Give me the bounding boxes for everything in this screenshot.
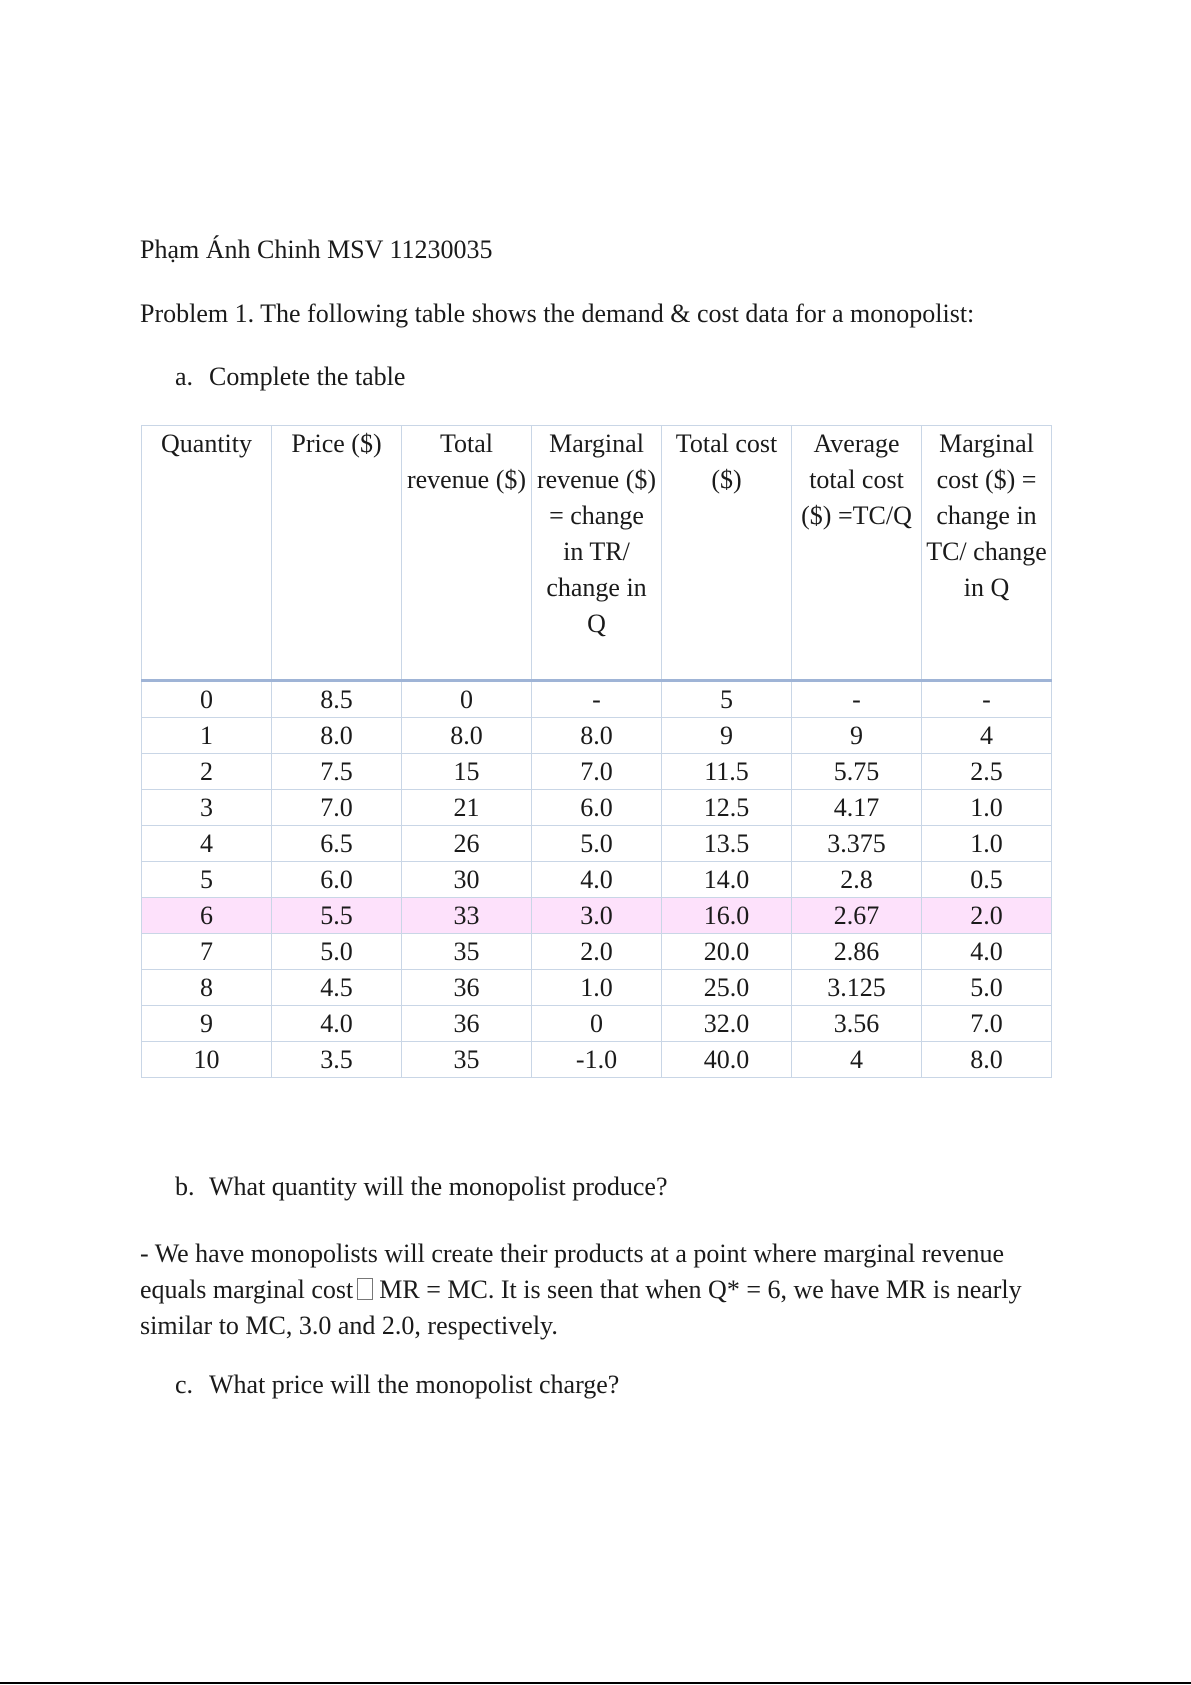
cell-total-cost: 13.5	[662, 826, 792, 862]
problem-statement: Problem 1. The following table shows the demand & cost data for a monopolist:	[140, 299, 975, 328]
table-row	[142, 681, 1052, 718]
missing-glyph-box-icon	[357, 1278, 373, 1300]
cell-price: 4.0	[272, 1006, 402, 1042]
cell-marginal-cost: 4	[922, 718, 1052, 754]
cell-average-total-cost: 2.86	[792, 934, 922, 970]
cell-total-cost: 25.0	[662, 970, 792, 1006]
cell-marginal-cost: 1.0	[922, 826, 1052, 862]
question-b-text: What quantity will the monopolist produce?	[209, 1172, 668, 1201]
cell-average-total-cost: 4.17	[792, 790, 922, 826]
cell-price: 8.5	[272, 681, 402, 718]
cell-marginal-cost: 4.0	[922, 934, 1052, 970]
cell-marginal-revenue: 8.0	[532, 718, 662, 754]
cell-marginal-cost: 2.5	[922, 754, 1052, 790]
cell-average-total-cost: 9	[792, 718, 922, 754]
cell-marginal-revenue: 5.0	[532, 826, 662, 862]
cell-total-revenue: 21	[402, 790, 532, 826]
cell-marginal-revenue: 2.0	[532, 934, 662, 970]
cell-marginal-cost: 2.0	[922, 898, 1052, 934]
cell-average-total-cost: 2.8	[792, 862, 922, 898]
table-body	[142, 681, 1052, 1078]
cell-marginal-revenue: -	[532, 681, 662, 718]
cell-quantity: 2	[142, 754, 272, 790]
table-row	[142, 1006, 1052, 1042]
cell-price: 4.5	[272, 970, 402, 1006]
cell-quantity: 1	[142, 718, 272, 754]
cell-marginal-cost: -	[922, 681, 1052, 718]
cell-quantity: 3	[142, 790, 272, 826]
cell-marginal-cost: 0.5	[922, 862, 1052, 898]
header-total-revenue: Total revenue ($)	[402, 426, 532, 681]
cell-marginal-revenue: -1.0	[532, 1042, 662, 1078]
cell-average-total-cost: 4	[792, 1042, 922, 1078]
cell-average-total-cost: -	[792, 681, 922, 718]
cell-quantity: 4	[142, 826, 272, 862]
cell-price: 3.5	[272, 1042, 402, 1078]
header-quantity: Quantity	[142, 426, 272, 681]
table-row	[142, 718, 1052, 754]
cell-total-cost: 5	[662, 681, 792, 718]
cell-price: 6.0	[272, 862, 402, 898]
cell-total-revenue: 36	[402, 1006, 532, 1042]
table-row	[142, 826, 1052, 862]
table-row	[142, 1042, 1052, 1078]
header-marginal-revenue: Marginal revenue ($) = change in TR/ change in Q	[532, 426, 662, 681]
cell-average-total-cost: 3.125	[792, 970, 922, 1006]
cell-quantity: 8	[142, 970, 272, 1006]
cell-marginal-cost: 7.0	[922, 1006, 1052, 1042]
table-row	[142, 790, 1052, 826]
cell-total-cost: 11.5	[662, 754, 792, 790]
cell-quantity: 10	[142, 1042, 272, 1078]
cell-quantity: 0	[142, 681, 272, 718]
cell-marginal-revenue: 0	[532, 1006, 662, 1042]
cell-average-total-cost: 3.56	[792, 1006, 922, 1042]
answer-b-part1: - We have monopolists will create their products at a point where marginal revenue equals marginal cost	[140, 1239, 1005, 1304]
table-row	[142, 970, 1052, 1006]
cell-total-revenue: 30	[402, 862, 532, 898]
cell-total-revenue: 8.0	[402, 718, 532, 754]
cell-total-cost: 16.0	[662, 898, 792, 934]
cell-total-cost: 40.0	[662, 1042, 792, 1078]
question-c-text: What price will the monopolist charge?	[209, 1370, 620, 1399]
cell-total-cost: 14.0	[662, 862, 792, 898]
question-a-text: Complete the table	[209, 362, 406, 391]
cell-total-cost: 32.0	[662, 1006, 792, 1042]
table-row	[142, 934, 1052, 970]
cell-total-cost: 9	[662, 718, 792, 754]
cell-price: 7.0	[272, 790, 402, 826]
question-b-marker: b.	[175, 1172, 195, 1201]
cell-price: 6.5	[272, 826, 402, 862]
question-b	[175, 1170, 668, 1204]
cell-price: 8.0	[272, 718, 402, 754]
answer-b	[140, 1236, 1060, 1344]
cell-total-revenue: 0	[402, 681, 532, 718]
cell-average-total-cost: 3.375	[792, 826, 922, 862]
question-a	[175, 360, 405, 394]
cell-quantity: 5	[142, 862, 272, 898]
cell-total-revenue: 36	[402, 970, 532, 1006]
cell-marginal-cost: 1.0	[922, 790, 1052, 826]
cell-total-revenue: 35	[402, 934, 532, 970]
cell-average-total-cost: 2.67	[792, 898, 922, 934]
cell-price: 5.0	[272, 934, 402, 970]
cell-price: 5.5	[272, 898, 402, 934]
cell-marginal-revenue: 3.0	[532, 898, 662, 934]
cell-total-revenue: 33	[402, 898, 532, 934]
cell-marginal-revenue: 1.0	[532, 970, 662, 1006]
question-c	[175, 1368, 619, 1402]
cell-quantity: 6	[142, 898, 272, 934]
cell-marginal-cost: 8.0	[922, 1042, 1052, 1078]
cell-total-cost: 20.0	[662, 934, 792, 970]
answer-b-part2: MR = MC. It is seen that when Q* = 6, we have MR is nearly similar to MC, 3.0 and 2.0, respectively.	[140, 1275, 1022, 1340]
cell-price: 7.5	[272, 754, 402, 790]
header-marginal-cost: Marginal cost ($) = change in TC/ change in Q	[922, 426, 1052, 681]
header-average-total-cost: Average total cost ($) =TC/Q	[792, 426, 922, 681]
table-row	[142, 754, 1052, 790]
table-row	[142, 862, 1052, 898]
cell-total-cost: 12.5	[662, 790, 792, 826]
cell-quantity: 9	[142, 1006, 272, 1042]
author-line: Phạm Ánh Chinh MSV 11230035	[140, 235, 493, 264]
cell-total-revenue: 35	[402, 1042, 532, 1078]
cell-total-revenue: 15	[402, 754, 532, 790]
cell-marginal-revenue: 7.0	[532, 754, 662, 790]
cell-marginal-revenue: 4.0	[532, 862, 662, 898]
cell-quantity: 7	[142, 934, 272, 970]
table-row	[142, 898, 1052, 934]
cell-average-total-cost: 5.75	[792, 754, 922, 790]
table-header-row	[142, 426, 1052, 681]
header-price: Price ($)	[272, 426, 402, 681]
page-bottom-rule	[0, 1682, 1191, 1684]
header-total-cost: Total cost ($)	[662, 426, 792, 681]
question-a-marker: a.	[175, 362, 194, 391]
cell-total-revenue: 26	[402, 826, 532, 862]
cell-marginal-cost: 5.0	[922, 970, 1052, 1006]
question-c-marker: c.	[175, 1370, 194, 1399]
monopolist-data-table	[141, 425, 1052, 1078]
cell-marginal-revenue: 6.0	[532, 790, 662, 826]
